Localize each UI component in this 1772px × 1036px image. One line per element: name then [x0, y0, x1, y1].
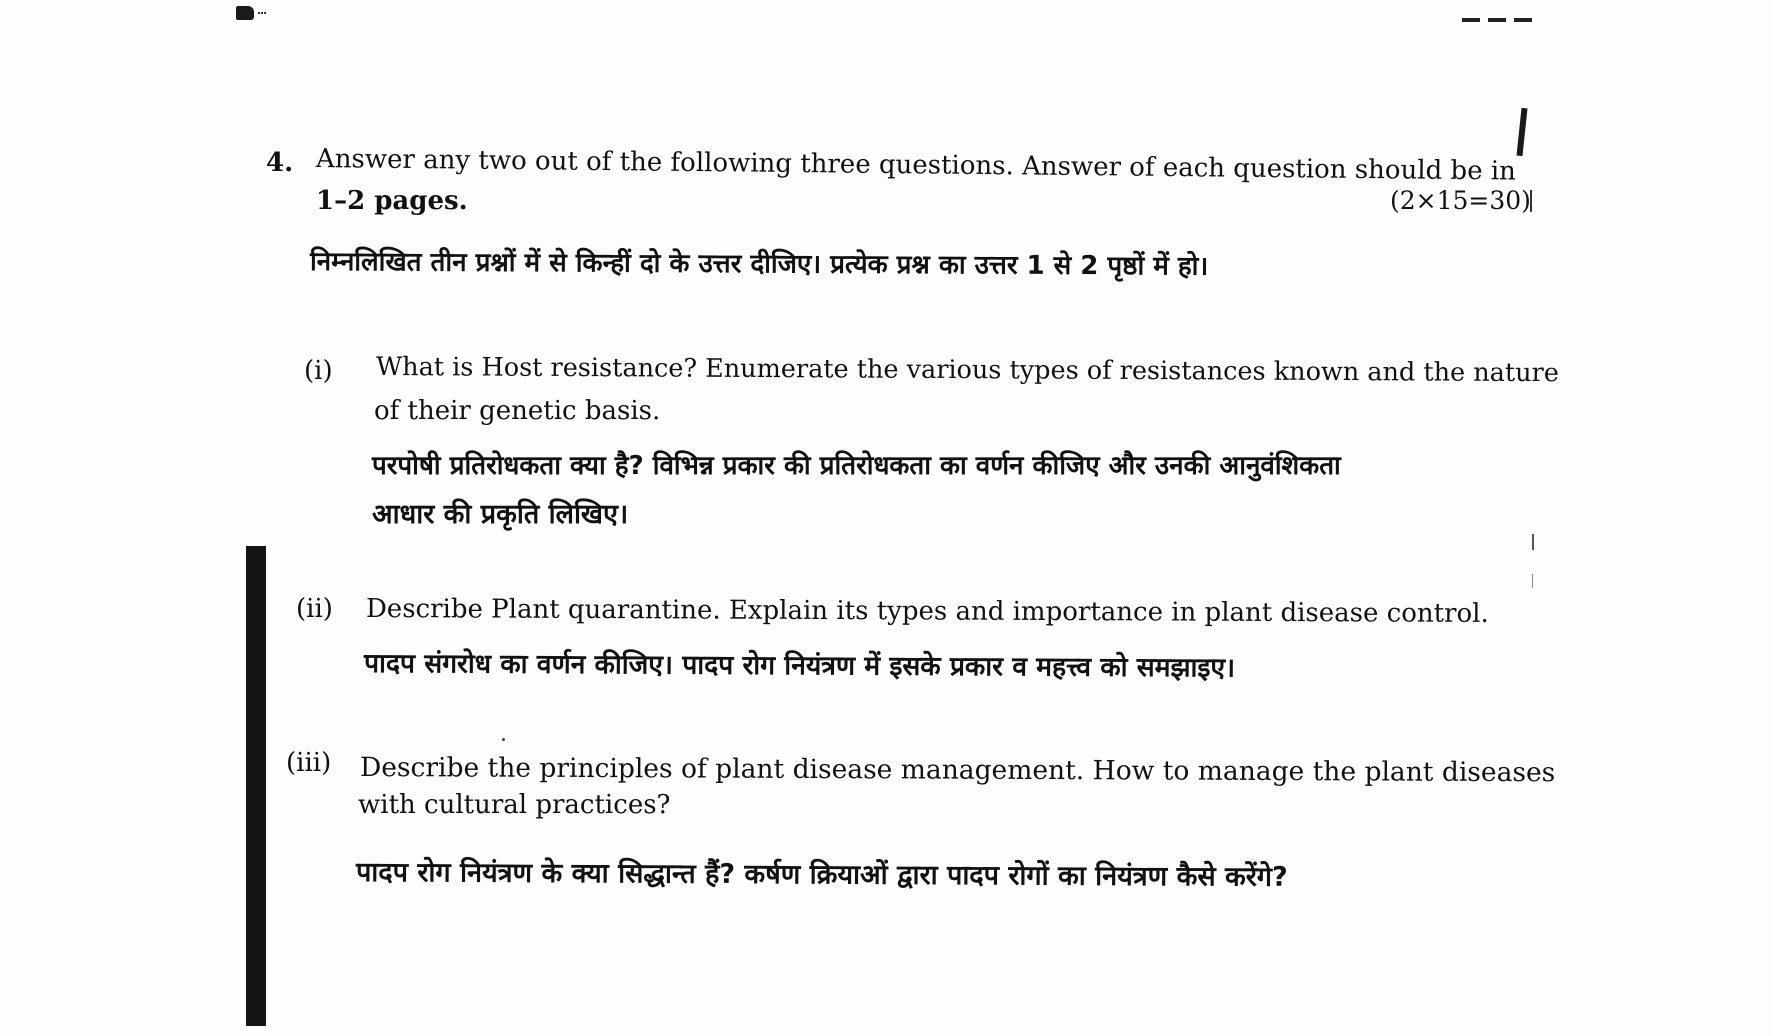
instruction-english-line-1: Answer any two out of the following three questions. Answer of each question should be in [315, 144, 1517, 187]
scan-dashes-top-right [1462, 18, 1532, 22]
subquestion-english-line: of their genetic basis. [374, 396, 661, 426]
scan-mark-top-left [236, 6, 254, 20]
subquestion-label: (ii) [296, 594, 333, 624]
instruction-hindi: निम्नलिखित तीन प्रश्नों में से किन्हीं दो के उत्तर दीजिए। प्रत्येक प्रश्न का उत्तर 1 से 2 पृष्ठों में हो। [309, 247, 1209, 282]
scan-mark-right [1517, 108, 1528, 156]
marks-allocation: (2×15=30) [1390, 186, 1531, 215]
subquestion-hindi-line: पादप संगरोध का वर्णन कीजिए। पादप रोग नियंत्रण में इसके प्रकार व महत्त्व को समझाइए। [363, 648, 1236, 684]
scan-tick [1532, 574, 1533, 588]
page-binding-edge [246, 546, 266, 1026]
scan-dots [258, 12, 266, 17]
subquestion-hindi-line: पादप रोग नियंत्रण के क्या सिद्धान्त हैं? कर्षण क्रियाओं द्वारा पादप रोगों का नियंत्रण कैसे करेंगे? [355, 857, 1288, 893]
subquestion-label: (i) [304, 356, 333, 386]
instruction-english-line-2: 1–2 pages. [316, 186, 468, 216]
scan-dot [502, 738, 505, 741]
subquestion-english-line: Describe the principles of plant disease management. How to manage the plant diseases [359, 752, 1556, 789]
subquestion-hindi-line: परपोषी प्रतिरोधकता क्या है? विभिन्न प्रकार की प्रतिरोधकता का वर्णन कीजिए और उनकी आनुवंशिकता [372, 451, 1341, 481]
subquestion-english-line: with cultural practices? [358, 790, 671, 820]
subquestion-english-line: What is Host resistance? Enumerate the various types of resistances known and the nature [375, 352, 1559, 389]
subquestion-hindi-line: आधार की प्रकृति लिखिए। [372, 499, 629, 530]
question-number: 4. [266, 148, 294, 178]
subquestion-label: (iii) [286, 748, 332, 778]
subquestion-english-line: Describe Plant quarantine. Explain its types and importance in plant disease control. [365, 594, 1489, 629]
scan-tick [1532, 534, 1534, 550]
